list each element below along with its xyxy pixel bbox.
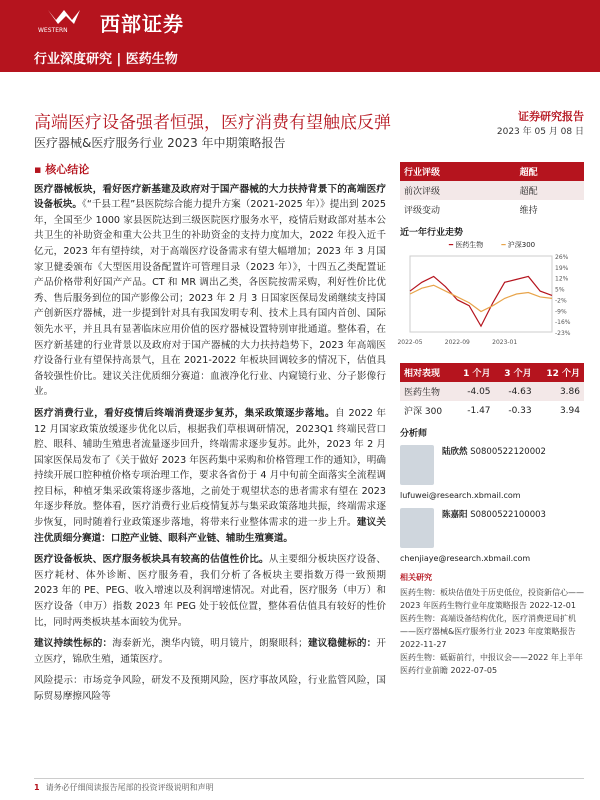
core-label: ▪ 核心结论 bbox=[34, 163, 90, 176]
y-tick-label: -2% bbox=[555, 297, 567, 305]
y-tick-label: -16% bbox=[555, 319, 571, 327]
related-research bbox=[400, 571, 584, 677]
y-tick-label: 5% bbox=[555, 286, 565, 294]
paragraph-3: 医疗设备板块、医疗服务板块具有较高的估值性价比。从主要细分板块医疗设备、医疗耗材、体外诊断、医疗服务看，我们分析了各板块主要指数万得一致预期 2023 年的 PE、PEG、收入增速以及利润增速情况。对此看，医疗服务（申万）和医疗设备（申万）指数 2023 年 PEG 处于较低位置，整体看估值具有较好的性价比，同时两类板块基本面较为优异。 bbox=[34, 554, 387, 628]
perf-header: 相对表现 bbox=[400, 363, 453, 382]
chart-legend bbox=[400, 240, 584, 250]
avatar bbox=[400, 508, 434, 548]
perf-header: 3 个月 bbox=[495, 363, 536, 382]
rating-key: 评级变动 bbox=[404, 206, 441, 216]
rating-row bbox=[400, 181, 584, 200]
rating-value: 超配 bbox=[516, 162, 584, 181]
x-tick-label: 2022-09 bbox=[444, 339, 470, 346]
page-footer bbox=[34, 778, 584, 793]
perf-cell: -4.05 bbox=[453, 382, 494, 401]
paragraph-1: 医疗器械板块，看好医疗新基建及政府对于国产器械的大力扶持背景下的高端医疗设备板块。《“千县工程”县医院综合能力提升方案（2021-2025 年）》提出到 2025 年，全国至少 1000 家县医院达到三级医院医疗服务水平，疫情后财政部对基本公共卫生的补助资金和重大公共卫生的补助资金的支持力度加大，2022 年投入近千亿元，2023 年有望持续，对于高端医疗设备需求有望大幅增加；2023 年 3 月国家卫健委颁布《大型医用设备配置许可管理目录（2023 年）》，十四五乙类配置证产品价格带利好国产产品。CT 和 MR 调出乙类，各医院按需采购，利好性价比优秀、售后服务到位的国产影像公司；2023 年 2 月 3 日国家医保局发函继续支持国产创新医疗器械，进一步提到针对具有我国发明专利、技术上具有国内首创、国际领先水平，并且具有显著临床应用价值的医疗器械设置特别审批通道。整体看，在医疗新基建的行业背景以及政府对于国产器械的大力扶持趋势下，2023 年高端医疗设备行业有望保持高景气，且在 2021-2022 年板块回调较多的情况下，估值具备较强性价比。建议关注优质细分赛道：血液净化行业、内窥镜行业、分子影像行业。 bbox=[34, 183, 387, 398]
related-item[interactable]: 医药生物：板块估值处于历史低位，投资新信心——2023 年医药生物行业年度策略报告 2022-12-01 bbox=[400, 588, 584, 610]
perf-header-row bbox=[400, 363, 584, 382]
perf-header: 1 个月 bbox=[453, 363, 494, 382]
analyst-name: 陈嘉阳 bbox=[442, 510, 468, 520]
svg-text:WESTERN: WESTERN bbox=[38, 27, 68, 34]
analyst-card bbox=[400, 508, 584, 548]
report-tag: 证券研究报告 bbox=[518, 110, 584, 123]
analyst-card bbox=[400, 445, 584, 485]
rating-table bbox=[400, 162, 584, 219]
perf-cell: 医药生物 bbox=[400, 382, 453, 401]
perf-cell: -1.47 bbox=[467, 405, 491, 416]
paragraph-4: 建议持续性标的：海泰新光，澳华内镜，明月镜片，朗聚眼科；建议稳健标的：开立医疗，锦欣生殖，通策医疗。 bbox=[34, 638, 387, 665]
analyst-id: S0800522100003 bbox=[470, 510, 546, 520]
perf-cell: -4.63 bbox=[495, 382, 536, 401]
y-tick-label: 26% bbox=[555, 254, 569, 261]
sidebar bbox=[397, 162, 584, 677]
performance-table bbox=[400, 363, 584, 420]
series-line bbox=[410, 285, 552, 311]
avatar bbox=[400, 445, 434, 485]
related-item[interactable]: 医药生物：砥砺前行，中报议会——2022 年上半年医药行业前瞻 2022-07-05 bbox=[400, 653, 583, 675]
y-tick-label: 19% bbox=[555, 264, 569, 272]
perf-row bbox=[400, 382, 584, 401]
perf-header: 12 个月 bbox=[536, 363, 584, 382]
y-tick-label: 12% bbox=[555, 275, 569, 283]
perf-cell: 沪深 300 bbox=[404, 407, 443, 417]
risk-notice: 风险提示：市场竞争风险，研发不及预期风险，医疗事故风险，行业监管风险，国际贸易摩擦风险等 bbox=[34, 675, 386, 702]
rating-value: 超配 bbox=[516, 181, 584, 200]
rating-key: 行业评级 bbox=[400, 162, 516, 181]
related-head: 相关研究 bbox=[400, 573, 432, 582]
trend-chart bbox=[397, 250, 584, 350]
analyst-id: S0800522120002 bbox=[470, 447, 546, 457]
paragraph-2: 医疗消费行业，看好疫情后终端消费逐步复苏，集采政策逐步落地。自 2022 年 12 月国家政策放缓逐步优化以后，根据我们草根调研情况，2023Q1 终端民营口腔、眼科、辅助生殖患者流量逐步回升，终端需求逐步复苏。此外，2023 年 2 月国家医保局发布了《关于做好 2023 年医药集中采购和价格管理工作的通知》，明确持续开展口腔种植价格专项治理工作，要求各省份于 4 月中旬前全面落实全流程调控目标，种植牙集采政策将逐步落地，之前处于观望状态的患者需求有望在 2023 年逐步释放。整体看，医疗消费行业后疫情复苏与集采政策落地共振，终端需求逐步恢复，同时随着行业政策逐步落地，将带来行业整体需求的进一步上升。建议关注优质细分赛道：口腔产业链、眼科产业链、辅助生殖赛道。 bbox=[34, 407, 387, 544]
report-title: 高端医疗设备强者恒强，医疗消费有望触底反弹 bbox=[34, 113, 391, 133]
legend-item: ━ 医药生物 bbox=[448, 241, 484, 249]
x-tick-label: 2023-01 bbox=[492, 339, 518, 346]
perf-cell: 3.94 bbox=[559, 405, 580, 416]
analyst-email[interactable]: lufuwei@research.xbmail.com bbox=[400, 491, 521, 500]
legend-item: ━ 沪深300 bbox=[501, 241, 536, 249]
perf-cell: -0.33 bbox=[508, 405, 532, 416]
analyst-email[interactable]: chenjiaye@research.xbmail.com bbox=[400, 554, 531, 563]
rating-row bbox=[400, 200, 584, 219]
brand-name: 西部证券 bbox=[100, 12, 184, 36]
y-tick-label: -9% bbox=[555, 308, 567, 316]
page-number: 1 bbox=[34, 783, 40, 792]
related-item[interactable]: 医药生物：高端设备结构优化，医疗消费逆局扩机——医疗器械&医疗服务行业 2023 年度策略报告 2022-11-27 bbox=[400, 614, 576, 649]
rating-key: 前次评级 bbox=[400, 181, 516, 200]
report-date: 2023 年 05 月 08 日 bbox=[496, 127, 584, 137]
chart-title: 近一年行业走势 bbox=[400, 228, 464, 238]
series-line bbox=[410, 276, 552, 326]
rating-row bbox=[400, 162, 584, 181]
top-banner bbox=[0, 0, 600, 72]
perf-cell: 3.86 bbox=[536, 382, 584, 401]
disclaimer: 请务必仔细阅读报告尾部的投资评级说明和声明 bbox=[45, 783, 214, 792]
analyst-name: 陆欣然 bbox=[442, 447, 468, 457]
perf-row bbox=[400, 401, 584, 420]
report-subtitle: 医疗器械&医疗服务行业 2023 年中期策略报告 bbox=[34, 136, 286, 150]
analyst-label: 分析师 bbox=[400, 429, 428, 439]
main-body bbox=[34, 162, 386, 711]
x-tick-label: 2022-05 bbox=[397, 339, 423, 346]
y-tick-label: -23% bbox=[555, 330, 571, 337]
report-category: 行业深度研究 | 医药生物 bbox=[34, 52, 178, 67]
western-logo-icon bbox=[34, 6, 98, 34]
rating-value: 维持 bbox=[519, 206, 538, 216]
